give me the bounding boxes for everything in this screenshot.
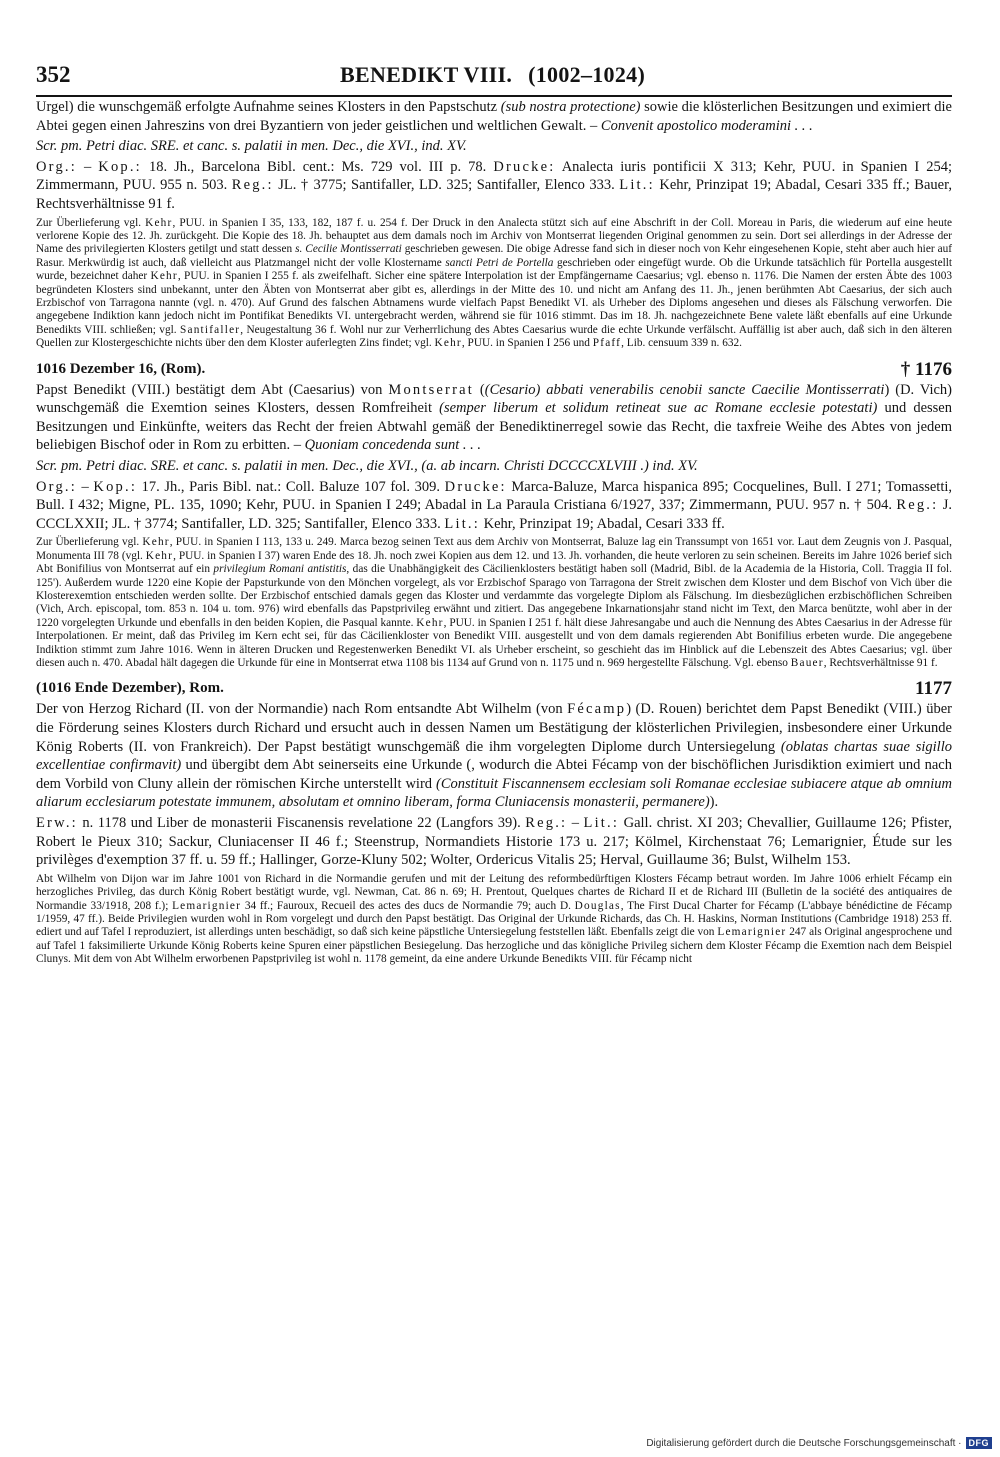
entry-1177-number: 1177	[915, 678, 952, 700]
entry-1176-date: 1016 Dezember 16, (Rom).	[36, 360, 206, 377]
intro-scriptum: Scr. pm. Petri diac. SRE. et canc. s. palatii in men. Dec., die XVI., ind. XV.	[36, 138, 467, 155]
dfg-logo: DFG	[966, 1437, 993, 1449]
intro-commentary: Zur Überlieferung vgl. Kehr, PUU. in Spanien I 35, 133, 182, 187 f. u. 254 f. Der Druck in den Analecta stützt sich auf eine Abschrift in der Coll. Moreau in Paris, die wiederum auf eine heute verlorene Kopie des 12. Jh. zurückgeht. Die Kopie des 18. Jh. behauptet aus dem damals noch im Archiv von Montserrat liegenden Original genommen zu sein. Dort sei allerdings in der Adresse der Name des privilegierten Klosters getilgt und statt dessen s. Cecilie Montisserrati geschrieben gewesen. Die obige Adresse fand sich in dieser noch von Kehr eingesehenen Kopie, steht aber auch hier auf Rasur. Merkwürdig ist auch, daß vielleicht aus Platzmangel nicht der volle Klostername sancti Petri de Portella geschrieben oder eingefügt wurde. Ob die Urkunde tatsächlich für Portella ausgestellt wurde, bezeichnet daher Kehr, PUU. in Spanien I 255 f. als zweifelhaft. Sicher eine spätere Interpolation ist der Empfängername Caesarius; vgl. ebenso n. 1176. Die Namen der ersten Äbte des 1003 begründeten Klosters sind unbekannt, unter den Äbten von Montserrat aber gibt es, allerdings in der Mitte des 10. und nicht am Anfang des 11. Jh., jenen berühmten Abt Caesarius, der sich auch Erzbischof von Tarragona nannte (vgl. n. 470). Auf Grund des falschen Abtnamens wurde vielfach Papst Benedikt VI. als Urheber des Diploms angesehen und dieses als Fälschung verworfen. Die angegebene Indiktion kann jedoch nicht im Pontifikat Benedikts VI. untergebracht werden, während sie für 1016 stimmt. Das im 18. Jh. nachgezeichnete Bene valete läßt ebenfalls auf eine Urkunde Benedikts VIII. schließen; vgl. Santifaller, Neugestaltung 36 f. Wohl nur zur Verherrlichung des Abtes Caesarius wurde die echte Urkunde verfälscht. Auffällig ist aber auch, daß sich in den älteren Quellen zur Klostergeschichte nichts über den dem Kloster auferlegten Zins findet; vgl. Kehr, PUU. in Spanien I 256 und Pfaff, Lib. censuum 339 n. 632.	[36, 216, 953, 350]
entry-1177-heading	[36, 680, 952, 700]
page-number: 352	[36, 62, 71, 87]
running-title	[340, 62, 645, 88]
footer-text: Digitalisierung gefördert durch die Deutsche Forschungsgemeinschaft ·	[646, 1437, 962, 1449]
entry-1177-date: (1016 Ende Dezember), Rom.	[36, 680, 224, 697]
entry-1177-commentary: Abt Wilhelm von Dijon war im Jahre 1001 von Richard in die Normandie gerufen und mit der Leitung des reformbedürftigen Klosters Fécamp betraut worden. Im Jahre 1006 erhielt Fécamp ein herzogliches Privileg, das durch König Robert bestätigt wurde, vgl. Newman, Cat. 86 n. 69; H. Prentout, Quelques chartes de Richard II et de Richard III (Bulletin de la société des antiquaires de Normandie 33/1918, 208 f.); Lemarignier 34 ff.; Fauroux, Recueil des actes des ducs de Normandie 79; auch D. Douglas, The First Ducal Charter for Fécamp (L'abbaye bénédictine de Fécamp 1/1959, 47 ff.). Beide Privilegien wurden wohl in Rom vorgelegt und durch den Papst bestätigt. Das Original der Urkunde Richards, das Ch. H. Haskins, Norman Institutions (Cambridge 1918) 253 ff. ediert und auf Tafel I reproduziert, ist allerdings unten beschädigt, so daß sich keine päpstliche Untersiegelung feststellen läßt. Ebenfalls zeigt die von Lemarignier 247 als Original angesprochene und auf Tafel 1 faksimilierte Urkunde König Roberts keine Spuren einer päpstlichen Besiegelung. Das herzogliche und das königliche Privileg sichern dem Kloster Fécamp die Exemtion nach dem Beispiel Clunys. Mit dem von Abt Wilhelm erworbenen Papstprivileg ist wohl n. 1178 gemeint, da eine andere Urkunde Benedikts VIII. für Fécamp nicht	[36, 872, 952, 966]
running-title-years: (1002–1024)	[528, 62, 646, 87]
running-header	[36, 62, 952, 98]
running-title-name: BENEDIKT VIII.	[340, 62, 513, 87]
entry-1176-number: † 1176	[900, 358, 952, 380]
intro-sources: Org.: – Kop.: 18. Jh., Barcelona Bibl. cent.: Ms. 729 vol. III p. 78. Drucke: Analecta iuris pontificii X 313; Kehr, PUU. in Spanien I 254; Zimmermann, PUU. 955 n. 503. Reg.: JL. † 3775; Santifaller, LD. 325; Santifaller, Elenco 333. Lit.: Kehr, Prinzipat 19; Abadal, Cesari 335 ff.; Bauer, Rechtsverhältnisse 91 f.	[36, 158, 953, 212]
intro-regest: Urgel) die wunschgemäß erfolgte Aufnahme seines Klosters in den Papstschutz (sub nostra protectione) sowie die klösterlichen Besitzungen und eximiert die Abtei gegen einen Jahreszins von drei Byzantiern von jeder geistlichen und weltlichen Gewalt. – Convenit apostolico moderamini . . .	[36, 99, 952, 134]
entry-1176-sources: Org.: – Kop.: 17. Jh., Paris Bibl. nat.: Coll. Baluze 107 fol. 309. Drucke: Marca-Baluze, Marca hispanica 895; Cocquelines, Bull. I 271; Tomassetti, Bull. I 432; Migne, PL. 135, 1090; Kehr, PUU. in Spanien I 249; Abadal in La Paraula Cristiana 6/1927, 337; Zimmermann, PUU. 957 n. † 504. Reg.: J. CCCLXXII; JL. † 3774; Santifaller, LD. 325; Santifaller, Elenco 333. Lit.: Kehr, Prinzipat 19; Abadal, Cesari 333 ff.	[36, 478, 952, 532]
entry-1176-commentary: Zur Überlieferung vgl. Kehr, PUU. in Spanien I 113, 133 u. 249. Marca bezog seinen Text aus dem Archiv von Montserrat, Baluze lag ein Transsumpt von 1651 vor. Laut dem Zeugnis von J. Pasqual, Monumenta III 78 (vgl. Kehr, PUU. in Spanien I 37) waren Ende des 18. Jh. noch zwei Kopien aus dem 12. und 13. Jh. vorhanden, die heute verloren zu sein scheinen. Bereits im Jahre 1026 berief sich Abt Bonifilius von Montserrat auf ein privilegium Romani antistitis, das die Unabhängigkeit des Cäcilienklosters bestätigt haben soll (Madrid, Bibl. de la Academia de la Historia, Coll. Traggia II fol. 125'). Außerdem wurde 1220 eine Kopie der Papsturkunde von den Mönchen vorgelegt, als vor Erzbischof Sparago von Tarragona der Streit zwischen dem Kloster und dem Bischof von Vich über die Klosterexemtion entschieden werden sollte. Der Erzbischof entschied damals gegen das Kloster und verdammte das vorgelegte Diplom als Fälschung. Im diesbezüglichen erzbischöflichen Schreiben (Vich, Arch. episcopal, tom. 853 n. 104 u. tom. 976) wird ebenfalls das Papstprivileg erwähnt und zitiert. Das angegebene Inkarnationsjahr stand nicht im Text, den Marca benützte, wohl aber in der 1220 vorgelegten Urkunde und ebenfalls in den beiden Kopien, die Pasqual kannte. Kehr, PUU. in Spanien I 251 f. hält diese Jahresangabe und auch die Nennung des Abtes Caesarius in der Adresse für Interpolationen. Er meint, daß das Privileg im Kern echt sei, für das Cäcilienkloster von Benedikt VIII. ausgestellt und von dem damals regierenden Abt Bonifilius erbeten wurde. Die angegebene Indiktion stimmt zum Jahre 1016. Wenn in älteren Drucken und Regestenwerken Benedikt VI. als Urheber erscheint, so geschieht das im Hinblick auf die Lebenszeit des Abtes Caesarius; vgl. über diesen auch n. 470. Abadal hält dagegen die Urkunde für eine in Montserrat etwa 1108 bis 1134 auf Grund von n. 1175 und n. 969 hergestellte Fälschung. Vgl. ebenso Bauer, Rechtsverhältnisse 91 f.	[36, 536, 953, 670]
header-rule	[36, 95, 952, 97]
entry-1177-regest: Der von Herzog Richard (II. von der Normandie) nach Rom entsandte Abt Wilhelm (von Fécamp) (D. Rouen) berichtet dem Papst Benedikt (VIII.) über die Förderung seines Klosters durch Richard und ersucht auch in dessen Namen um Bestätigung der klösterlichen Privilegien, insbesondere einer Urkunde König Roberts (II. von Frankreich). Der Papst bestätigt wunschgemäß die ihm vorgelegten Diplome durch Untersiegelung (oblatas chartas suae sigillo excellentiae confirmavit) und übergibt dem Abt seinerseits eine Urkunde (, wodurch die Abtei Fécamp von der bischöflichen Jurisdiktion eximiert und nach dem Vorbild von Cluny allein der römischen Kirche unterstellt wird (Constituit Fiscannensem ecclesiam soli Romanae ecclesiae subiacere atque ab omnium aliarum ecclesiarum potestate immunem, absolutam et omnino liberam, forma Cluniacensis monasterii, permanere)).	[36, 701, 953, 811]
digitization-footer	[646, 1437, 992, 1449]
page	[36, 62, 952, 967]
entry-1176-regest: Papst Benedikt (VIII.) bestätigt dem Abt (Caesarius) von Montserrat ((Cesario) abbati venerabilis cenobii sancte Caecilie Montisserrati) (D. Vich) wunschgemäß die Exemtion seines Klosters, dessen Romfreiheit (semper liberum et solidum retineat sue ac Romane ecclesie potestati) und dessen Besitzungen und Einkünfte, weiters das Recht der freien Abtwahl gemäß der Benediktinerregel sowie das Recht, die taxfreie Weihe des Abtes von jedem beliebigen Bischof oder in Rom zu erbitten. – Quoniam concedenda sunt . . .	[36, 381, 952, 454]
entry-1176-heading	[36, 358, 952, 381]
entry-1176-scriptum: Scr. pm. Petri diac. SRE. et canc. s. palatii in men. Dec., die XVI., (a. ab incarn. Christi DCCCCXLVIII .) ind. XV.	[36, 458, 698, 474]
entry-1177-sources: Erw.: n. 1178 und Liber de monasterii Fiscanensis revelatione 22 (Langfors 39). Reg.: – Lit.: Gall. christ. XI 203; Chevallier, Guillaume 126; Pfister, Robert le Pieux 310; Sackur, Cluniacenser II 46 f.; Steenstrup, Normandiets Historie 173 u. 217; Kölmel, Kirchenstaat 76; Lemarignier, Étude sur les privilèges d'exemption 37 ff. u. 59 ff.; Hallinger, Gorze-Kluny 502; Wolter, Ordericus Vitalis 25; Herval, Guillaume 36; Bulst, Wilhelm 153.	[36, 815, 952, 869]
